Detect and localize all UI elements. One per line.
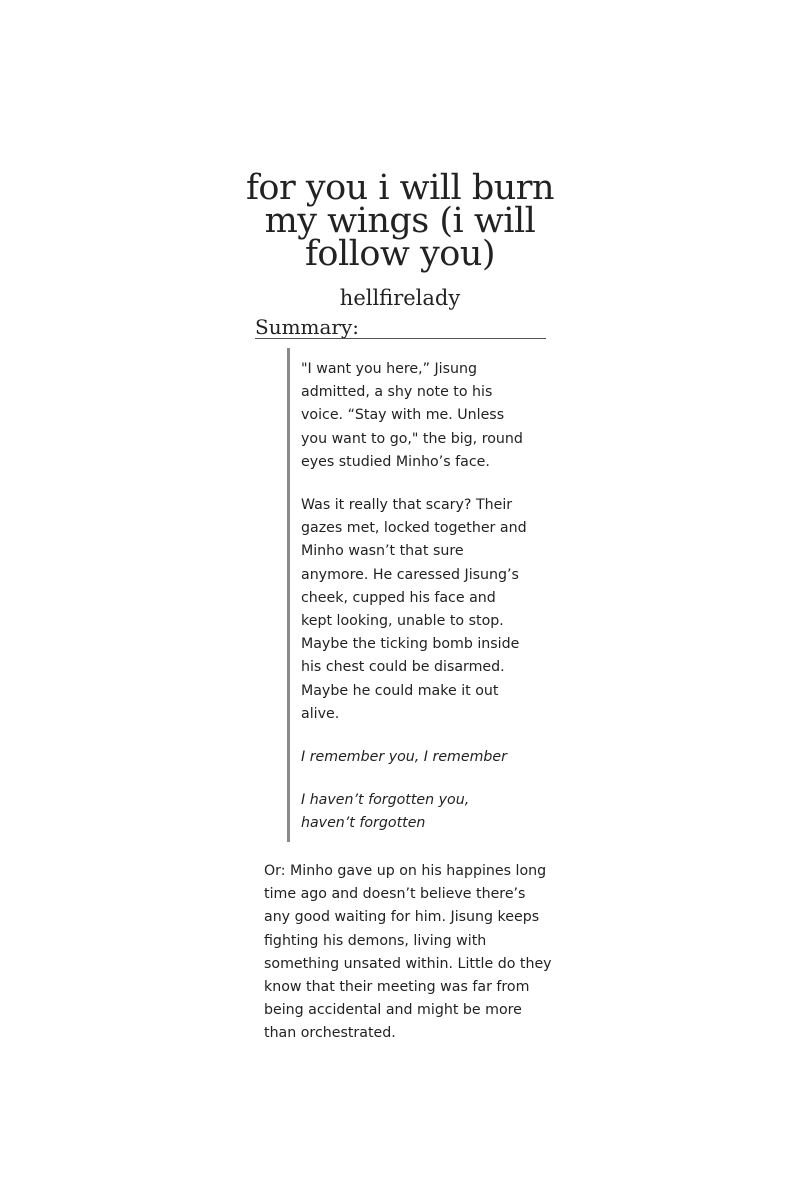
work-title: for you i will burn my wings (i will follow you) <box>245 168 555 274</box>
summary-quote-paragraph: "I want you here,” Jisung admitted, a shy note to his voice. “Stay with me. Unless you want to go," the big, round eyes studied Minho’s face. <box>301 361 523 470</box>
summary-quote-paragraph: Was it really that scary? Their gazes met, locked together and Minho wasn’t that sure anymore. He caressed Jisung’s cheek, cupped his face and kept looking, unable to stop. Maybe the ticking bomb inside his chest could be disarmed. Maybe he could make it out alive. <box>301 497 527 722</box>
work-author: hellfirelady <box>339 286 461 310</box>
summary-quote-italic-line: I haven’t forgotten you, haven’t forgotten <box>301 792 470 832</box>
summary-text: Or: Minho gave up on his happines long time ago and doesn’t believe there’s any good waiting for him. Jisung keeps fighting his demons, living with something unsated within. Little do they know that their meeting was far from being accidental and might be more than orchestrated. <box>264 863 552 1042</box>
summary-blockquote <box>287 348 527 842</box>
summary-quote-italic-line: I remember you, I remember <box>301 749 507 766</box>
summary-heading: Summary: <box>255 314 546 339</box>
